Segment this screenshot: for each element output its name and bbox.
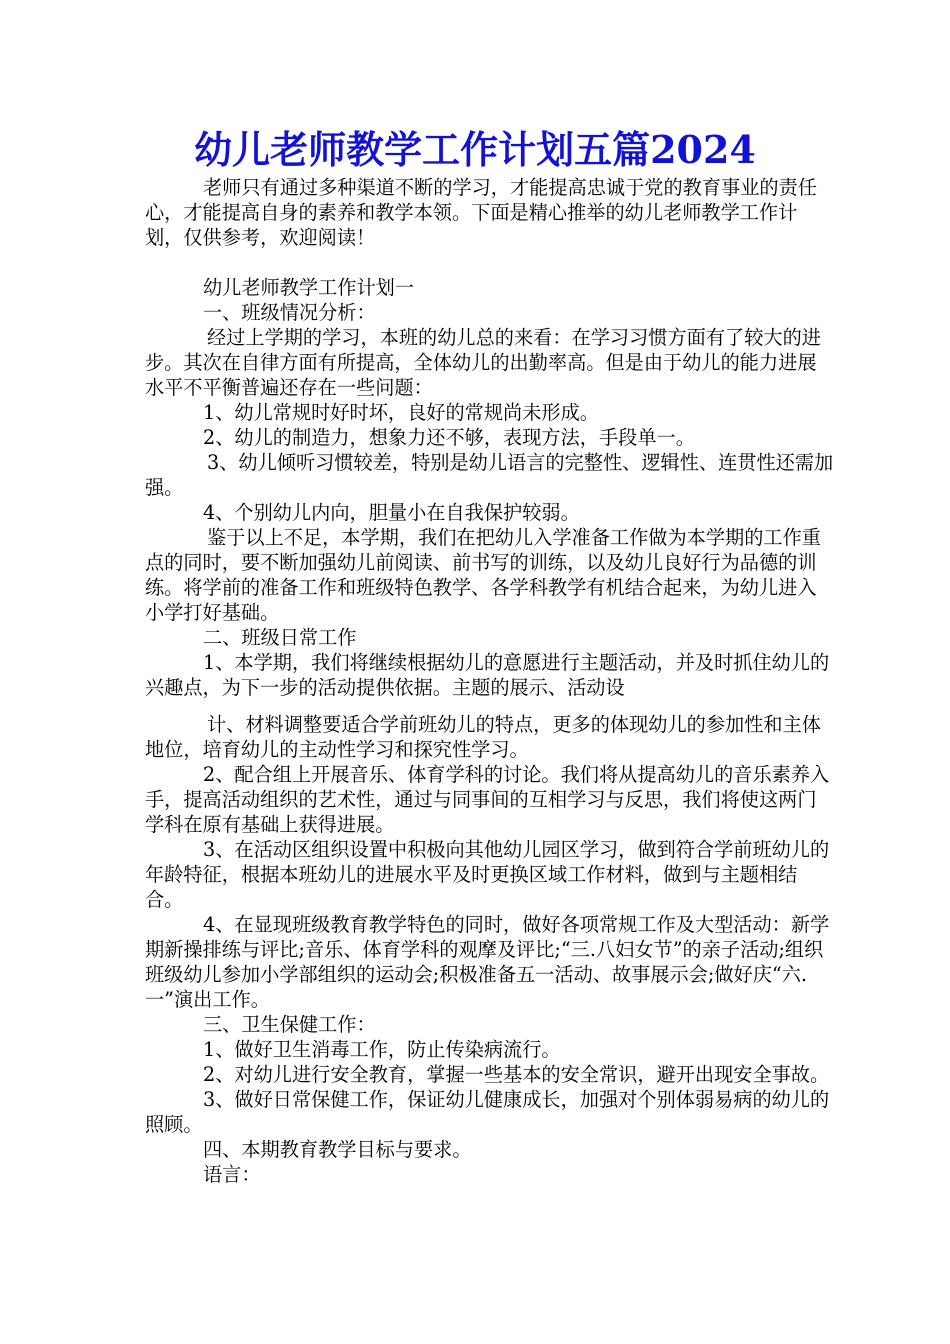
section-heading-plan-one: 幼儿老师教学工作计划一 bbox=[203, 276, 415, 299]
section-heading-goals: 四、本期教育教学目标与要求。 bbox=[203, 1138, 472, 1161]
list-item: 4、个别幼儿内向，胆量小在自我保护较弱。 bbox=[203, 501, 580, 524]
list-item: 3、幼儿倾听习惯较差，特别是幼儿语言的完整性、逻辑性、连贯性还需加强。 bbox=[145, 451, 834, 499]
list-item: 2、对幼儿进行安全教育，掌握一些基本的安全常识，避开出现安全事故。 bbox=[203, 1063, 830, 1086]
section-heading-class-analysis: 一、班级情况分析： bbox=[203, 301, 376, 324]
list-item: 2、配合组上开展音乐、体育学科的讨论。我们将从提高幼儿的音乐素养入手，提高活动组织的艺术性，通过与同事间的互相学习与反思，我们将使这两门学科在原有基础上获得进展。 bbox=[145, 763, 830, 836]
section-heading-daily-work: 二、班级日常工作 bbox=[203, 626, 357, 649]
document-title: 幼儿老师教学工作计划五篇2024 bbox=[194, 127, 756, 172]
intro-paragraph: 老师只有通过多种渠道不断的学习，才能提高忠诚于党的教育事业的责任心，才能提高自身的素养和教学本领。下面是精心推举的幼儿老师教学工作计划，仅供参考，欢迎阅读！ bbox=[145, 176, 817, 249]
list-item: 3、在活动区组织设置中积极向其他幼儿园区学习，做到符合学前班幼儿的年龄特征，根据本班幼儿的进展水平及时更换区域工作材料，做到与主题相结合。 bbox=[145, 838, 830, 911]
list-item: 1、幼儿常规时好时坏，良好的常规尚未形成。 bbox=[203, 401, 599, 424]
section-heading-language: 语言： bbox=[203, 1163, 261, 1186]
list-item: 4、在显现班级教育教学特色的同时，做好各项常规工作及大型活动：新学期新操排练与评比;音乐、体育学科的观摩及评比;“三.八妇女节”的亲子活动;组织班级幼儿参加小学部组织的运动会;积极准备五一活动、故事展示会;做好庆“六.一”演出工作。 bbox=[145, 913, 830, 1011]
intro-block bbox=[145, 175, 835, 250]
paragraph: 计、材料调整要适合学前班幼儿的特点，更多的体现幼儿的参加性和主体地位，培育幼儿的主动性学习和探究性学习。 bbox=[145, 713, 821, 761]
list-item: 1、本学期，我们将继续根据幼儿的意愿进行主题活动，并及时抓住幼儿的兴趣点，为下一步的活动提供依据。主题的展示、活动设 bbox=[145, 651, 830, 699]
list-item: 1、做好卫生消毒工作，防止传染病流行。 bbox=[203, 1038, 561, 1061]
document-body bbox=[145, 275, 835, 1187]
list-item: 2、幼儿的制造力，想象力还不够，表现方法，手段单一。 bbox=[203, 426, 695, 449]
paragraph: 鉴于以上不足，本学期，我们在把幼儿入学准备工作做为本学期的工作重点的同时，要不断加强幼儿前阅读、前书写的训练，以及幼儿良好行为品德的训练。将学前的准备工作和班级特色教学、各学科教学有机结合起来，为幼儿进入小学打好基础。 bbox=[145, 526, 821, 624]
list-item: 3、做好日常保健工作，保证幼儿健康成长，加强对个别体弱易病的幼儿的照顾。 bbox=[145, 1088, 830, 1136]
paragraph: 经过上学期的学习，本班的幼儿总的来看：在学习习惯方面有了较大的进步。其次在自律方面有所提高，全体幼儿的出勤率高。但是由于幼儿的能力进展水平不平衡普遍还存在一些问题： bbox=[145, 326, 821, 399]
section-heading-health-care: 三、卫生保健工作： bbox=[203, 1013, 376, 1036]
